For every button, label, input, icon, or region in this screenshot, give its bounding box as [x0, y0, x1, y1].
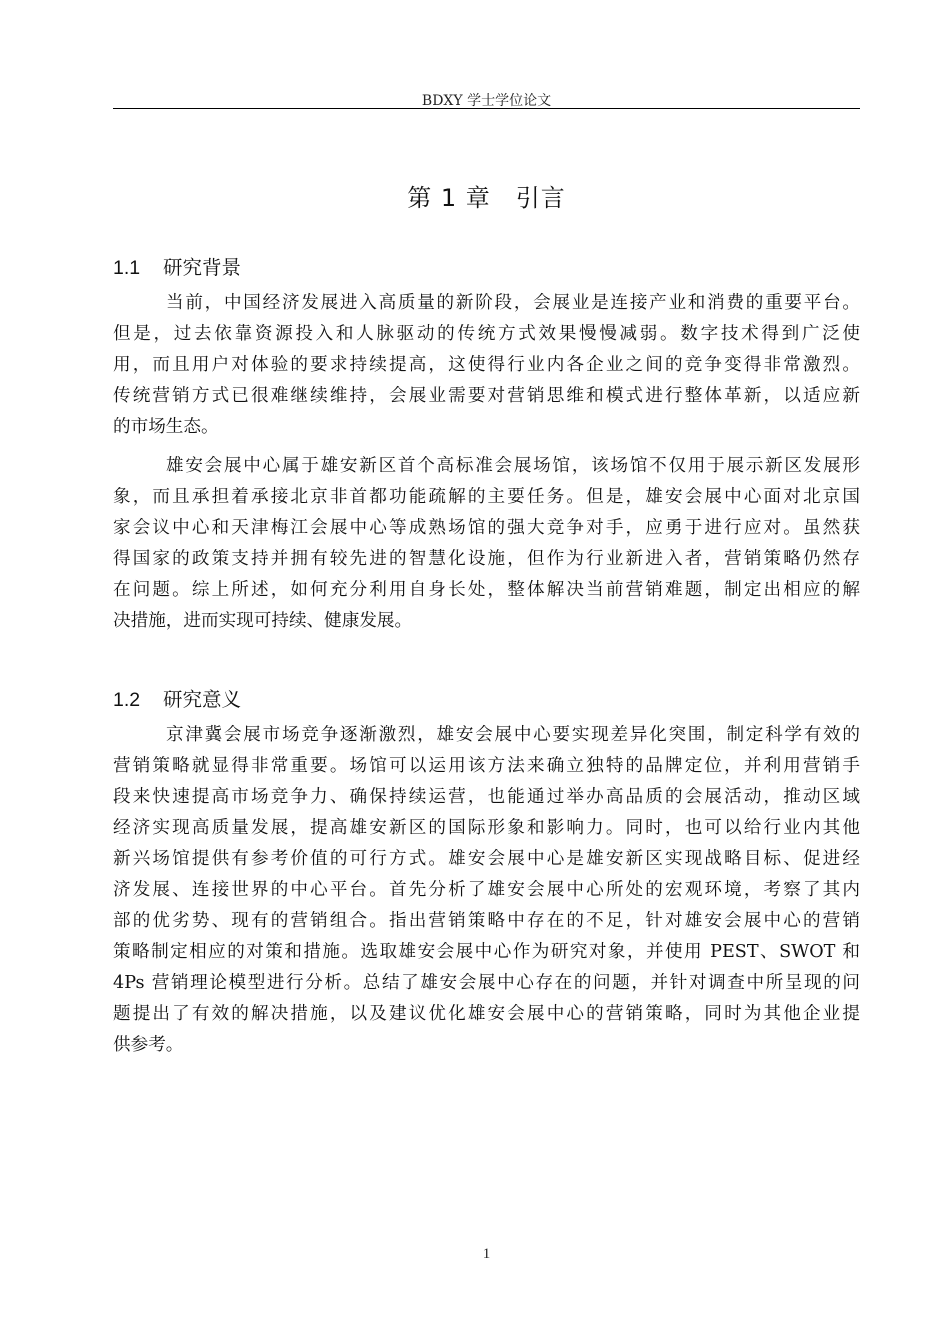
text-line: 部的优劣势、现有的营销组合。指出营销策略中存在的不足，针对雄安会展中心的营销 [113, 911, 860, 931]
chapter-title: 第 1 章 引言 [407, 184, 566, 212]
section-heading-1-2 [113, 684, 241, 712]
text-line: 新兴场馆提供有参考价值的可行方式。雄安会展中心是雄安新区实现战略目标、促进经 [113, 849, 860, 869]
text-line: 题提出了有效的解决措施，以及建议优化雄安会展中心的营销策略，同时为其他企业提 [113, 1004, 860, 1024]
text-line: 供参考。 [113, 1035, 184, 1055]
section-number: 1.2 [113, 689, 141, 711]
paragraph-significance-1 [113, 720, 860, 1061]
text-line: 得国家的政策支持并拥有较先进的智慧化设施，但作为行业新进入者，营销策略仍然存 [113, 549, 860, 569]
text-line: 在问题。综上所述，如何充分利用自身长处，整体解决当前营销难题，制定出相应的解 [113, 580, 860, 600]
text-line: 的市场生态。 [113, 417, 219, 437]
text-line: 经济实现高质量发展，提高雄安新区的国际形象和影响力。同时，也可以给行业内其他 [113, 818, 860, 838]
text-line: 用，而且用户对体验的要求持续提高，这使得行业内各企业之间的竞争变得非常激烈。 [113, 355, 860, 375]
text-line: 当前，中国经济发展进入高质量的新阶段，会展业是连接产业和消费的重要平台。 [166, 293, 860, 313]
text-line: 策略制定相应的对策和措施。选取雄安会展中心作为研究对象，并使用 PEST、SWOT 和 [113, 942, 860, 962]
text-line: 象，而且承担着承接北京非首都功能疏解的主要任务。但是，雄安会展中心面对北京国 [113, 487, 860, 507]
header-rule [113, 108, 860, 109]
text-line: 段来快速提高市场竞争力、确保持续运营，也能通过举办高品质的会展活动，推动区域 [113, 787, 860, 807]
text-line: 雄安会展中心属于雄安新区首个高标准会展场馆，该场馆不仅用于展示新区发展形 [166, 456, 860, 476]
text-line: 济发展、连接世界的中心平台。首先分析了雄安会展中心所处的宏观环境，考察了其内 [113, 880, 860, 900]
section-heading-1-1 [113, 252, 241, 280]
running-header: BDXY 学士学位论文 [421, 93, 552, 109]
section-title: 研究意义 [163, 688, 242, 711]
page-number: 1 [482, 1246, 491, 1262]
text-line: 但是，过去依靠资源投入和人脉驱动的传统方式效果慢慢减弱。数字技术得到广泛使 [113, 324, 860, 344]
text-line: 家会议中心和天津梅江会展中心等成熟场馆的强大竞争对手，应勇于进行应对。虽然获 [113, 518, 860, 538]
paragraph-background-1 [113, 288, 860, 443]
text-line: 京津冀会展市场竞争逐渐激烈，雄安会展中心要实现差异化突围，制定科学有效的 [166, 725, 860, 745]
text-line: 传统营销方式已很难继续维持，会展业需要对营销思维和模式进行整体革新，以适应新 [113, 386, 860, 406]
text-line: 4Ps 营销理论模型进行分析。总结了雄安会展中心存在的问题，并针对调查中所呈现的问 [113, 973, 860, 993]
section-title: 研究背景 [163, 256, 242, 279]
paragraph-background-2 [113, 451, 860, 637]
text-line: 决措施，进而实现可持续、健康发展。 [113, 611, 413, 631]
text-line: 营销策略就显得非常重要。场馆可以运用该方法来确立独特的品牌定位，并利用营销手 [113, 756, 860, 776]
section-number: 1.1 [113, 257, 141, 279]
